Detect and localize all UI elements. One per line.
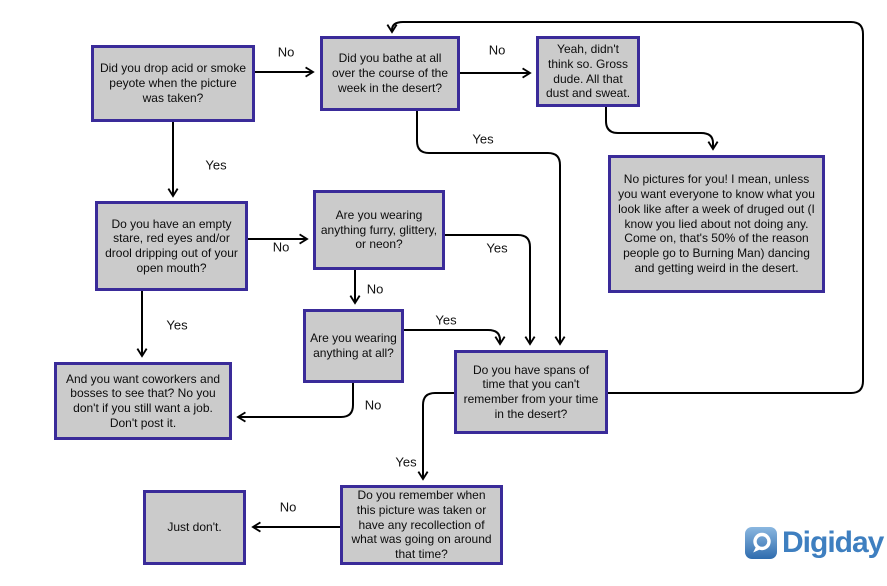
edge-label-no: No	[488, 42, 506, 58]
edge-label-yes: Yes	[435, 312, 457, 328]
edge-wearing-coworkers	[238, 383, 353, 417]
node-furry-glittery: Are you wearing anything furry, glittery, or neon?	[313, 190, 445, 270]
edge-label-yes: Yes	[486, 240, 508, 256]
node-gross-dude: Yeah, didn't think so. Gross dude. All that dust and sweat.	[536, 36, 640, 107]
digiday-logo	[744, 525, 883, 561]
edge-label-no: No	[366, 281, 384, 297]
edge-spans-remember	[423, 393, 454, 479]
edge-wearing-spans	[404, 330, 500, 344]
node-coworkers: And you want coworkers and bosses to see that? No you don't if you still want a job. Don't post it.	[54, 362, 232, 440]
node-spans-of-time: Do you have spans of time that you can't remember from your time in the desert?	[454, 350, 608, 434]
edge-label-yes: Yes	[472, 131, 494, 147]
digiday-speech-bubble-icon	[744, 525, 778, 561]
edge-label-yes: Yes	[205, 157, 227, 173]
edge-label-no: No	[277, 44, 295, 60]
digiday-wordmark: Digiday	[782, 526, 884, 559]
edge-label-yes: Yes	[395, 454, 417, 470]
edge-label-no: No	[272, 239, 290, 255]
node-drop-acid: Did you drop acid or smoke peyote when the picture was taken?	[91, 45, 255, 122]
node-wearing-anything: Are you wearing anything at all?	[303, 309, 404, 383]
edge-label-no: No	[279, 499, 297, 515]
edge-gross-nopics	[606, 107, 713, 149]
node-empty-stare: Do you have an empty stare, red eyes and/or drool dripping out of your open mouth?	[95, 201, 248, 291]
node-bathe: Did you bathe at all over the course of the week in the desert?	[320, 36, 460, 111]
edge-label-yes: Yes	[166, 317, 188, 333]
node-no-pictures: No pictures for you! I mean, unless you want everyone to know what you look like after a week of druged out (I know you lied about not doing any. Come on, that's 50% of the reason people go to Burning Man) dancing and getting weird in the desert.	[608, 155, 825, 293]
edge-label-no: No	[364, 397, 382, 413]
node-just-dont: Just don't.	[143, 490, 246, 565]
node-remember: Do you remember when this picture was taken or have any recollection of what was going on around that time?	[340, 485, 503, 565]
